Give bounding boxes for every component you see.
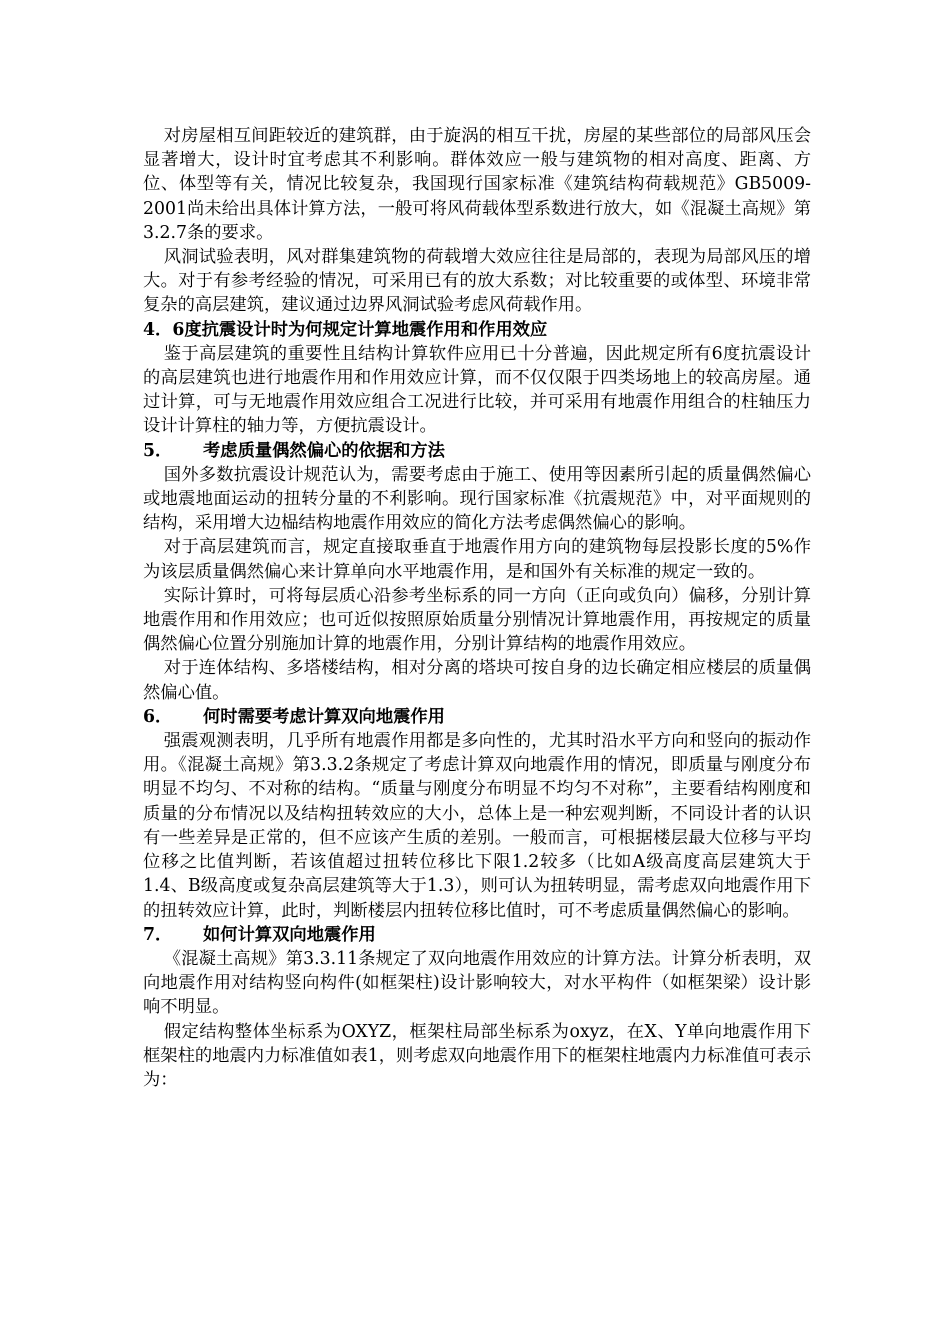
heading-section-4 bbox=[143, 318, 811, 342]
heading-section-7 bbox=[143, 923, 811, 947]
heading-text: 如何计算双向地震作用 bbox=[203, 924, 376, 945]
heading-text: 考虑质量偶然偏心的依据和方法 bbox=[203, 440, 445, 461]
heading-number: 4． bbox=[143, 319, 173, 340]
paragraph-five-percent-rule: 对于高层建筑而言，规定直接取垂直于地震作用方向的建筑物每层投影长度的5%作为该层质量偶然偏心来计算单向水平地震作用，是和国外有关标准的规定一致的。 bbox=[143, 537, 811, 582]
heading-number: 7． bbox=[143, 924, 173, 945]
paragraph-accidental-eccentricity: 国外多数抗震设计规范认为，需要考虑由于施工、使用等因素所引起的质量偶然偏心或地震地面运动的扭转分量的不利影响。现行国家标准《抗震规范》中，对平面规则的结构，采用增大边榀结构地震作用效应的简化方法考虑偶然偏心的影响。 bbox=[143, 464, 811, 534]
heading-section-5 bbox=[143, 439, 811, 463]
paragraph-6-degree-design: 鉴于高层建筑的重要性且结构计算软件应用已十分普遍，因此规定所有6度抗震设计的高层建筑也进行地震作用和作用效应计算，而不仅仅限于四类场地上的较高房屋。通过计算，可与无地震作用效应组合工况进行比较，并可采用有地震作用组合的柱轴压力设计计算柱的轴力等，方便抗震设计。 bbox=[143, 343, 811, 437]
heading-text: 何时需要考虑计算双向地震作用 bbox=[203, 706, 445, 727]
paragraph-coordinate-system: 假定结构整体坐标系为OXYZ，框架柱局部坐标系为oxyz，在X、Y单向地震作用下框架柱的地震内力标准值如表1，则考虑双向地震作用下的框架柱地震内力标准值可表示为： bbox=[143, 1021, 811, 1090]
heading-number: 6． bbox=[143, 706, 173, 727]
paragraph-actual-calculation: 实际计算时，可将每层质心沿参考坐标系的同一方向（正向或负向）偏移，分别计算地震作用和作用效应；也可近似按照原始质量分别情况计算地震作用，再按规定的质量偶然偏心位置分别施加计算的地震作用，分别计算结构的地震作用效应。 bbox=[143, 585, 811, 655]
paragraph-wind-tunnel-test: 风洞试验表明，风对群集建筑物的荷载增大效应往往是局部的，表现为局部风压的增大。对于有参考经验的情况，可采用已有的放大系数；对比较重要的或体型、环境非常复杂的高层建筑，建议通过边界风洞试验考虑风荷载作用。 bbox=[143, 247, 811, 316]
document-body bbox=[143, 124, 811, 1092]
paragraph-bidirectional-method: 《混凝土高规》第3.3.11条规定了双向地震作用效应的计算方法。计算分析表明，双向地震作用对结构竖向构件(如框架柱)设计影响较大，对水平构件（如框架梁）设计影响不明显。 bbox=[143, 948, 811, 1018]
paragraph-wind-group-effect: 对房屋相互间距较近的建筑群，由于旋涡的相互干扰，房屋的某些部位的局部风压会显著增大，设计时宜考虑其不利影响。群体效应一般与建筑物的相对高度、距离、方位、体型等有关，情况比较复杂，我国现行国家标准《建筑结构荷载规范》GB5009-2001尚未给出具体计算方法，一般可将风荷载体型系数进行放大，如《混凝土高规》第3.2.7条的要求。 bbox=[143, 126, 811, 243]
paragraph-connected-structures: 对于连体结构、多塔楼结构，相对分离的塔块可按自身的边长确定相应楼层的质量偶然偏心值。 bbox=[143, 658, 811, 703]
paragraph-bidirectional-when: 强震观测表明，几乎所有地震作用都是多向性的，尤其时沿水平方向和竖向的振动作用。《混凝土高规》第3.3.2条规定了考虑计算双向地震作用的情况，即质量与刚度分布明显不均匀、不对称的结构。“质量与刚度分布明显不均匀不对称”，主要看结构刚度和质量的分布情况以及结构扭转效应的大小，总体上是一种宏观判断，不同设计者的认识有一些差异是正常的，但不应该产生质的差别。一般而言，可根据楼层最大位移与平均位移之比值判断，若该值超过扭转位移比下限1.2较多（比如A级高度高层建筑大于1.4、B级高度或复杂高层建筑等大于1.3），则可认为扭转明显，需考虑双向地震作用下的扭转效应计算，此时，判断楼层内扭转位移比值时，可不考虑质量偶然偏心的影响。 bbox=[143, 731, 811, 921]
heading-section-6 bbox=[143, 705, 811, 729]
heading-text: 6度抗震设计时为何规定计算地震作用和作用效应 bbox=[172, 319, 548, 340]
heading-number: 5． bbox=[143, 440, 173, 461]
